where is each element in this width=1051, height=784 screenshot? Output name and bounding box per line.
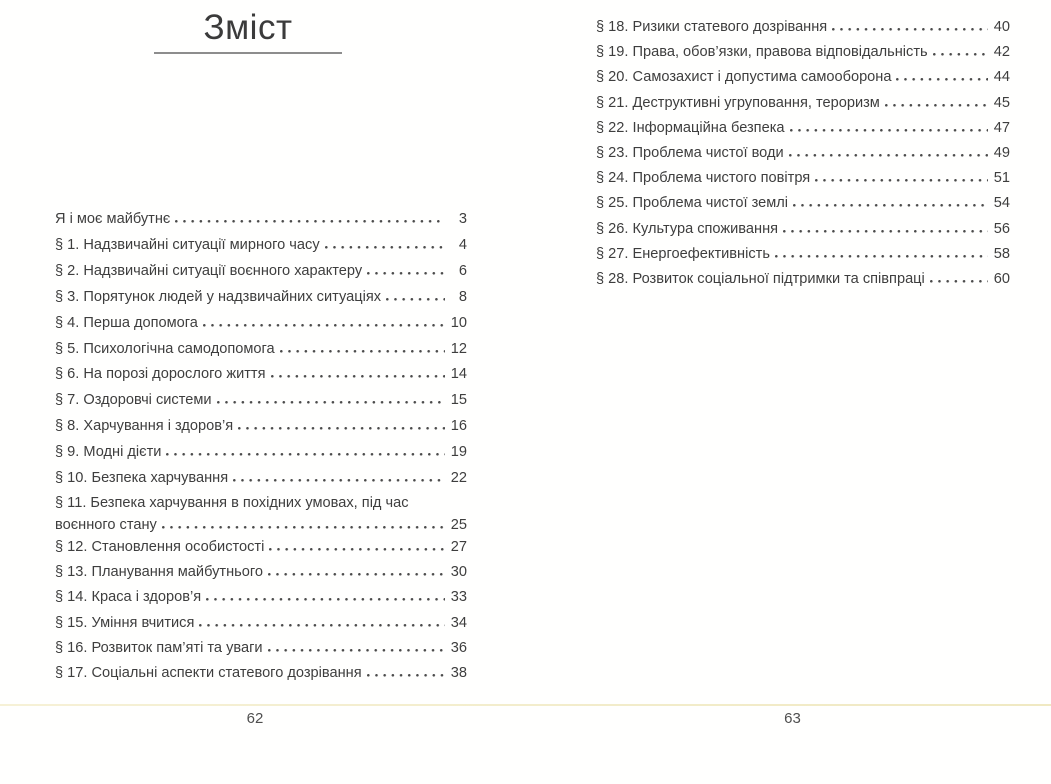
toc-entry bbox=[596, 217, 1010, 242]
toc-entry-page: 40 bbox=[993, 19, 1010, 35]
toc-entry bbox=[55, 535, 467, 560]
toc-entry bbox=[55, 585, 467, 610]
toc-entry-page: 56 bbox=[993, 220, 1010, 237]
toc-entry-label: § 1. Надзвичайні ситуації мирного часу bbox=[55, 236, 320, 253]
toc-entry-label: § 27. Енергоефективність bbox=[596, 245, 770, 262]
toc-entry-page: 4 bbox=[458, 236, 467, 253]
toc-entry-label: § 2. Надзвичайні ситуації воєнного характеру bbox=[55, 262, 363, 279]
toc-entry-page: 34 bbox=[450, 614, 467, 631]
dot-leader bbox=[206, 598, 445, 601]
toc-entry-label: § 6. На порозі дорослого життя bbox=[55, 366, 266, 383]
title-underline bbox=[154, 52, 342, 54]
toc-entry-label: § 20. Самозахист і допустима самооборона bbox=[596, 69, 892, 86]
toc-entry-label: § 13. Планування майбутнього bbox=[55, 564, 263, 581]
dot-leader bbox=[238, 427, 445, 430]
toc-entry-label: § 3. Порятунок людей у надзвичайних ситуаціях bbox=[55, 288, 382, 305]
toc-title-block bbox=[154, 8, 342, 54]
dot-leader bbox=[789, 154, 988, 157]
toc-entry-label: § 5. Психологічна самодопомога bbox=[55, 340, 275, 357]
toc-entry-page: 27 bbox=[450, 538, 467, 555]
toc-entry-label: § 10. Безпека харчування bbox=[55, 470, 229, 487]
toc-entry-page: 60 bbox=[993, 271, 1010, 288]
footer-separator-line bbox=[0, 704, 1051, 706]
toc-entry bbox=[596, 141, 1010, 166]
dot-leader bbox=[217, 401, 445, 404]
toc-entry-label: § 14. Краса і здоров’я bbox=[55, 589, 202, 606]
toc-entry-label: § 22. Інформаційна безпека bbox=[596, 119, 785, 136]
toc-entry-page: 45 bbox=[993, 94, 1010, 111]
toc-list-right bbox=[596, 15, 1010, 292]
dot-leader bbox=[233, 479, 445, 482]
toc-entry bbox=[596, 91, 1010, 116]
dot-leader bbox=[793, 204, 988, 207]
toc-entry-label: § 18. Ризики статевого дозрівання bbox=[596, 19, 828, 35]
toc-entry-page: 8 bbox=[458, 288, 467, 305]
toc-entry-page: 14 bbox=[450, 366, 467, 383]
toc-entry-page: 33 bbox=[450, 589, 467, 606]
toc-entry bbox=[55, 611, 467, 636]
dot-leader bbox=[783, 230, 988, 233]
toc-entry-page: 54 bbox=[993, 195, 1010, 212]
dot-leader bbox=[930, 280, 988, 283]
toc-entry-label: § 8. Харчування і здоров’я bbox=[55, 418, 234, 435]
toc-entry-page: 38 bbox=[450, 664, 467, 681]
toc-entry-page: 3 bbox=[458, 211, 467, 227]
toc-entry-label: § 12. Становлення особистості bbox=[55, 538, 265, 555]
toc-entry-label: § 16. Розвиток пам’яті та уваги bbox=[55, 639, 263, 656]
dot-leader bbox=[269, 548, 445, 551]
toc-entry-label: § 15. Уміння вчитися bbox=[55, 614, 195, 631]
toc-entry-page: 22 bbox=[450, 470, 467, 487]
toc-entry-page: 30 bbox=[450, 564, 467, 581]
toc-entry-label: § 28. Розвиток соціальної підтримки та співпраці bbox=[596, 271, 925, 288]
toc-entry-page: 44 bbox=[993, 69, 1010, 86]
dot-leader bbox=[815, 179, 988, 182]
toc-entry-page: 36 bbox=[450, 639, 467, 656]
toc-entry bbox=[596, 166, 1010, 191]
toc-entry-label: § 23. Проблема чистої води bbox=[596, 145, 784, 162]
toc-entry-page: 16 bbox=[450, 418, 467, 435]
dot-leader bbox=[933, 53, 988, 56]
dot-leader bbox=[367, 674, 445, 677]
dot-leader bbox=[268, 573, 445, 576]
toc-entry bbox=[55, 362, 467, 388]
toc-entry-label: § 9. Модні дієти bbox=[55, 444, 162, 461]
toc-entry-page: 19 bbox=[450, 444, 467, 461]
dot-leader bbox=[325, 246, 445, 249]
dot-leader bbox=[175, 220, 445, 223]
toc-entry-label: воєнного стану bbox=[55, 516, 157, 533]
toc-entry-label: § 21. Деструктивні угруповання, тероризм bbox=[596, 94, 880, 111]
toc-entry bbox=[596, 116, 1010, 141]
toc-entry bbox=[55, 311, 467, 337]
dot-leader bbox=[367, 272, 445, 275]
toc-entry bbox=[596, 191, 1010, 216]
toc-entry bbox=[596, 267, 1010, 292]
toc-entry bbox=[596, 15, 1010, 40]
toc-entry bbox=[55, 560, 467, 585]
dot-leader bbox=[775, 255, 988, 258]
toc-entry-page: 25 bbox=[450, 516, 467, 533]
toc-entry bbox=[55, 233, 467, 259]
dot-leader bbox=[162, 526, 445, 529]
toc-entry-wrapped-line1 bbox=[55, 492, 467, 515]
toc-entry-label: § 26. Культура споживання bbox=[596, 220, 779, 237]
toc-entry-page: 58 bbox=[993, 245, 1010, 262]
dot-leader bbox=[832, 28, 988, 31]
dot-leader bbox=[203, 324, 445, 327]
toc-entry bbox=[55, 259, 467, 285]
toc-entry-page: 47 bbox=[993, 119, 1010, 136]
toc-entry-label: § 25. Проблема чистої землі bbox=[596, 195, 789, 212]
toc-entry-page: 6 bbox=[458, 262, 467, 279]
toc-entry-label: § 4. Перша допомога bbox=[55, 314, 198, 331]
toc-list-left bbox=[55, 207, 467, 686]
dot-leader bbox=[280, 350, 445, 353]
toc-entry-page: 42 bbox=[993, 44, 1010, 61]
page-number-left: 62 bbox=[246, 710, 264, 727]
toc-entry bbox=[55, 388, 467, 414]
dot-leader bbox=[896, 78, 988, 81]
toc-entry-label: § 7. Оздоровчі системи bbox=[55, 392, 212, 409]
toc-entry bbox=[55, 285, 467, 311]
toc-entry bbox=[55, 661, 467, 686]
toc-entry bbox=[55, 207, 467, 233]
toc-entry bbox=[55, 636, 467, 661]
toc-entry bbox=[596, 65, 1010, 90]
toc-entry bbox=[55, 337, 467, 363]
toc-entry bbox=[55, 440, 467, 466]
toc-entry-page: 51 bbox=[993, 170, 1010, 187]
dot-leader bbox=[199, 624, 445, 627]
toc-entry bbox=[55, 466, 467, 492]
dot-leader bbox=[386, 298, 445, 301]
toc-entry-page: 15 bbox=[450, 392, 467, 409]
toc-entry-label: § 19. Права, обов’язки, правова відповідальність bbox=[596, 44, 928, 61]
toc-entry-page: 49 bbox=[993, 145, 1010, 162]
toc-entry-label: § 24. Проблема чистого повітря bbox=[596, 170, 811, 187]
toc-entry-label: § 11. Безпека харчування в похідних умовах, під час bbox=[55, 494, 409, 511]
dot-leader bbox=[268, 649, 445, 652]
toc-entry bbox=[596, 242, 1010, 267]
toc-title: Зміст bbox=[203, 8, 293, 47]
toc-entry bbox=[55, 414, 467, 440]
page-number-right: 63 bbox=[784, 710, 801, 727]
dot-leader bbox=[790, 129, 988, 132]
toc-entry-page: 10 bbox=[450, 314, 467, 331]
toc-entry bbox=[596, 40, 1010, 65]
dot-leader bbox=[885, 104, 988, 107]
dot-leader bbox=[271, 375, 446, 378]
toc-entry-wrapped-line2 bbox=[55, 515, 467, 535]
dot-leader bbox=[166, 453, 445, 456]
toc-entry-label: § 17. Соціальні аспекти статевого дозрівання bbox=[55, 664, 362, 681]
toc-entry-label: Я і моє майбутнє bbox=[55, 211, 171, 227]
toc-entry-page: 12 bbox=[450, 340, 467, 357]
